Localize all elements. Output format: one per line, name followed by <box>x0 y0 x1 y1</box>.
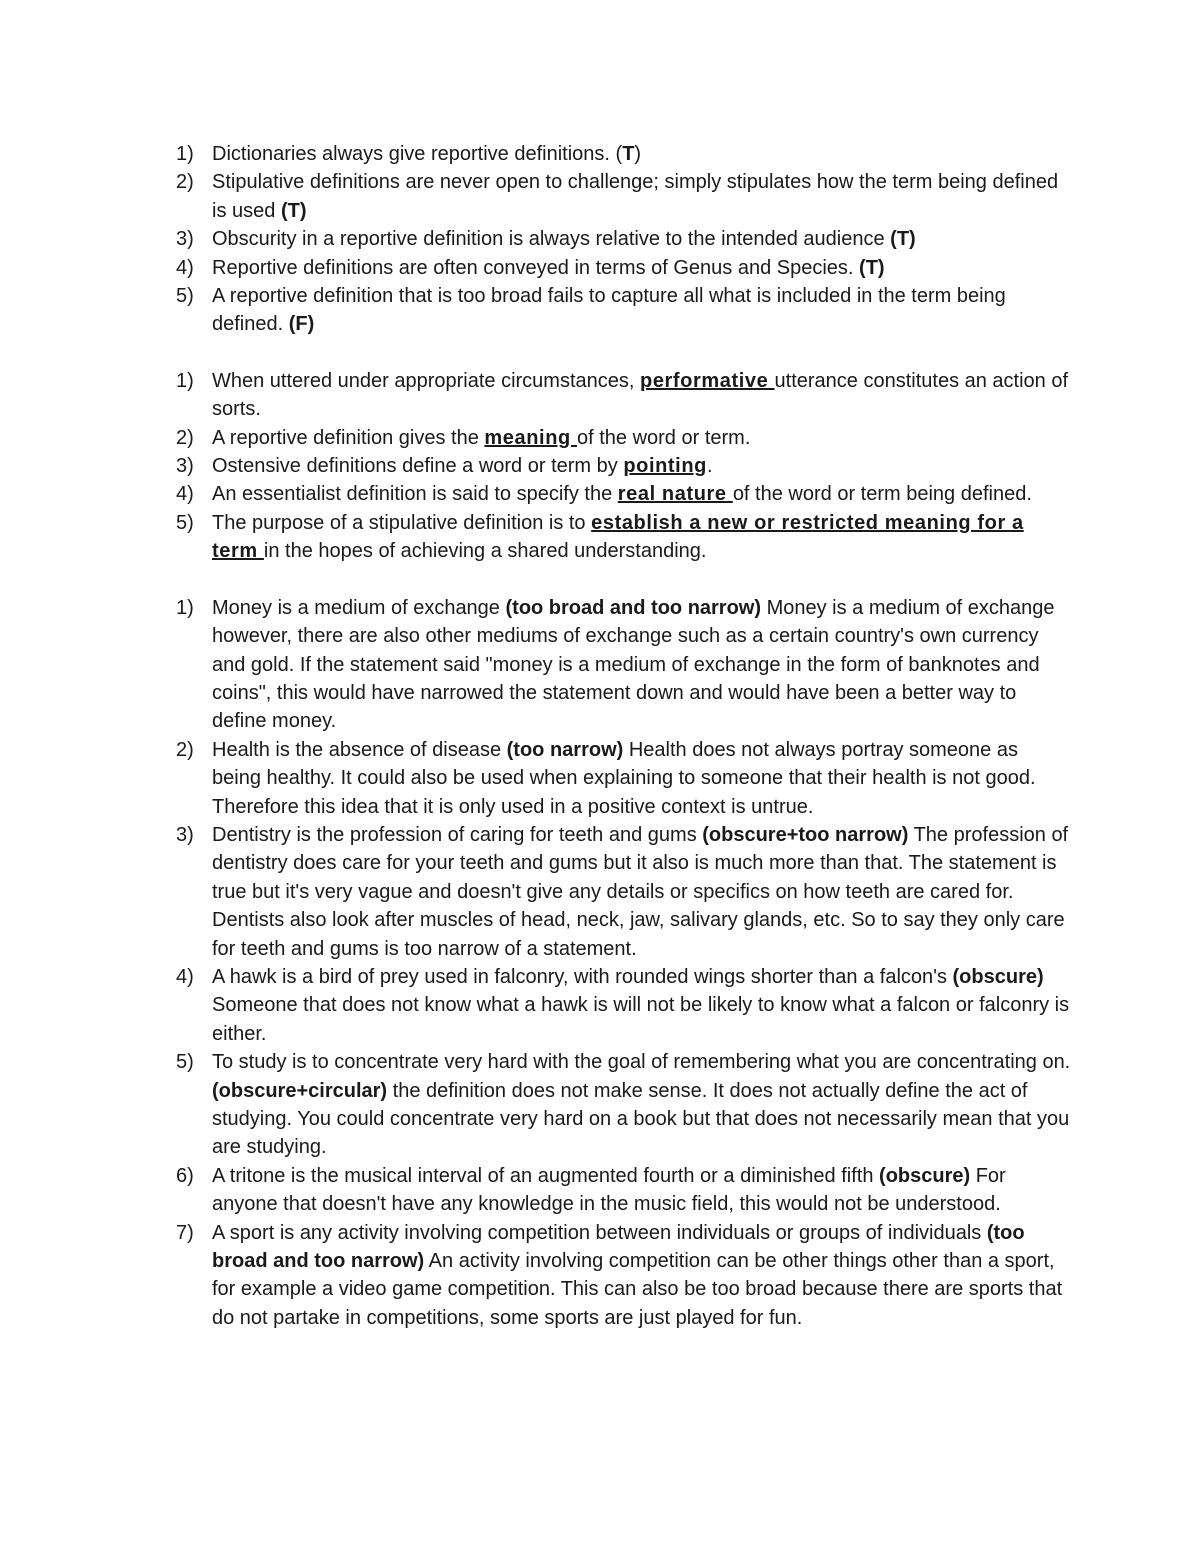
true-false-list <box>172 140 1072 339</box>
item-number: 4) <box>176 483 194 506</box>
list-item <box>172 509 1072 566</box>
list-item <box>172 1219 1072 1333</box>
item-explanation: the definition does not make sense. It does not actually define the act of studying. You could concentrate very hard on a book but that does not necessarily mean that you are studying. <box>212 1079 1070 1159</box>
item-text: The purpose of a stipulative definition is to <box>212 511 592 534</box>
item-number: 1) <box>176 143 194 165</box>
item-number: 6) <box>176 1164 194 1187</box>
section-spacer <box>172 566 1072 594</box>
item-number: 4) <box>176 256 194 279</box>
verdict-label: (obscure+too narrow) <box>702 823 909 846</box>
filled-blank: real nature <box>617 483 733 506</box>
answer-label: (T) <box>890 228 916 251</box>
verdict-label: (too broad and too narrow) <box>212 1221 1025 1273</box>
list-item <box>172 1048 1072 1162</box>
item-number: 3) <box>176 823 194 846</box>
list-item <box>172 225 1072 253</box>
item-explanation: Health does not always portray someone as being healthy. It could also be used when explaining to someone that their health is not good. Therefore this idea that it is only used in a positive context is untrue. <box>212 738 1036 818</box>
item-text: Ostensive definitions define a word or term by <box>212 455 624 478</box>
item-text: A tritone is the musical interval of an augmented fourth or a diminished fifth <box>212 1164 880 1187</box>
item-text: A reportive definition gives the <box>212 426 485 449</box>
list-item <box>172 736 1072 821</box>
list-item <box>172 168 1072 225</box>
verdict-label: (too narrow) <box>506 738 624 761</box>
verdict-label: (obscure) <box>952 965 1044 988</box>
list-item <box>172 594 1072 736</box>
filled-blank: meaning <box>484 426 577 449</box>
item-number: 4) <box>176 965 194 988</box>
item-number: 2) <box>176 426 194 449</box>
item-text-after: of the word or term being defined. <box>732 483 1032 506</box>
item-number: 2) <box>176 171 194 194</box>
item-text-after: in the hopes of achieving a shared understanding. <box>263 540 707 563</box>
list-item <box>172 254 1072 282</box>
item-text: A hawk is a bird of prey used in falconry, with rounded wings shorter than a falcon's <box>212 965 953 988</box>
list-item <box>172 821 1072 963</box>
item-text: A reportive definition that is too broad fails to capture all what is included in the term being defined. <box>212 285 1006 336</box>
filled-blank: establish a new or restricted meaning for a term <box>212 511 1024 563</box>
list-item <box>172 480 1072 508</box>
list-item <box>172 282 1072 339</box>
item-text-after: . <box>706 455 713 478</box>
list-item <box>172 1162 1072 1219</box>
item-number: 5) <box>176 285 194 308</box>
fill-in-list <box>172 367 1072 566</box>
item-text: An essentialist definition is said to specify the <box>212 483 618 506</box>
item-number: 5) <box>176 1051 194 1074</box>
document-content <box>172 140 1072 1332</box>
item-number: 3) <box>176 455 194 478</box>
item-number: 7) <box>176 1221 194 1244</box>
definitions-critique-list <box>172 594 1072 1333</box>
list-item <box>172 140 1072 168</box>
item-number: 1) <box>176 369 194 392</box>
item-text: Reportive definitions are often conveyed in terms of Genus and Species. <box>212 256 860 279</box>
item-text: When uttered under appropriate circumstances, <box>212 369 640 392</box>
answer-label: (F) <box>288 313 315 336</box>
item-explanation: For anyone that doesn't have any knowledge in the music field, this would not be understood. <box>212 1164 1006 1216</box>
item-text: Obscurity in a reportive definition is always relative to the intended audience <box>212 228 891 251</box>
section-spacer <box>172 339 1072 367</box>
item-number: 2) <box>176 738 194 761</box>
item-text: Stipulative definitions are never open to challenge; simply stipulates how the term being defined is used <box>212 171 1059 222</box>
filled-blank: performative <box>640 369 775 392</box>
item-number: 1) <box>176 596 194 619</box>
item-explanation: The profession of dentistry does care for your teeth and gums but it also is much more than that. The statement is true but it's very vague and doesn't give any details or specifics on how teeth are cared for. Dentists also look after muscles of head, neck, jaw, salivary glands, etc. So to say they only care for teeth and gums is too narrow of a statement. <box>212 823 1069 960</box>
answer-label: T <box>622 143 635 165</box>
list-item <box>172 424 1072 452</box>
item-text: Dictionaries always give reportive definitions. ( <box>212 143 623 165</box>
item-text-after: of the word or term. <box>576 426 751 449</box>
verdict-label: (too broad and too narrow) <box>505 596 762 619</box>
item-text: Money is a medium of exchange <box>212 596 506 619</box>
list-item <box>172 367 1072 424</box>
item-text: A sport is any activity involving competition between individuals or groups of individuals <box>212 1221 987 1244</box>
item-text: Health is the absence of disease <box>212 738 507 761</box>
item-explanation: Someone that does not know what a hawk is will not be likely to know what a falcon or falconry is either. <box>212 994 1070 1045</box>
answer-label: (T) <box>859 256 885 279</box>
item-text: To study is to concentrate very hard with the goal of remembering what you are concentrating on. <box>212 1051 1071 1074</box>
item-text-after: utterance constitutes an action of sorts. <box>212 369 1069 421</box>
item-text-after: ) <box>634 143 642 165</box>
verdict-label: (obscure) <box>879 1164 971 1187</box>
item-text: Dentistry is the profession of caring for teeth and gums <box>212 823 703 846</box>
item-explanation: Money is a medium of exchange however, there are also other mediums of exchange such as a certain country's own currency and gold. If the statement said "money is a medium of exchange in the form of banknotes and coins", this would have narrowed the statement down and would have been a better way to define money. <box>212 596 1055 733</box>
list-item <box>172 963 1072 1048</box>
item-explanation: An activity involving competition can be other things other than a sport, for example a video game competition. This can also be too broad because there are sports that do not partake in competitions, some sports are just played for fun. <box>212 1250 1063 1329</box>
answer-label: (T) <box>280 199 307 222</box>
item-number: 5) <box>176 511 194 534</box>
filled-blank: pointing <box>623 455 707 478</box>
item-number: 3) <box>176 228 194 251</box>
verdict-label: (obscure+circular) <box>212 1079 388 1102</box>
list-item <box>172 452 1072 480</box>
